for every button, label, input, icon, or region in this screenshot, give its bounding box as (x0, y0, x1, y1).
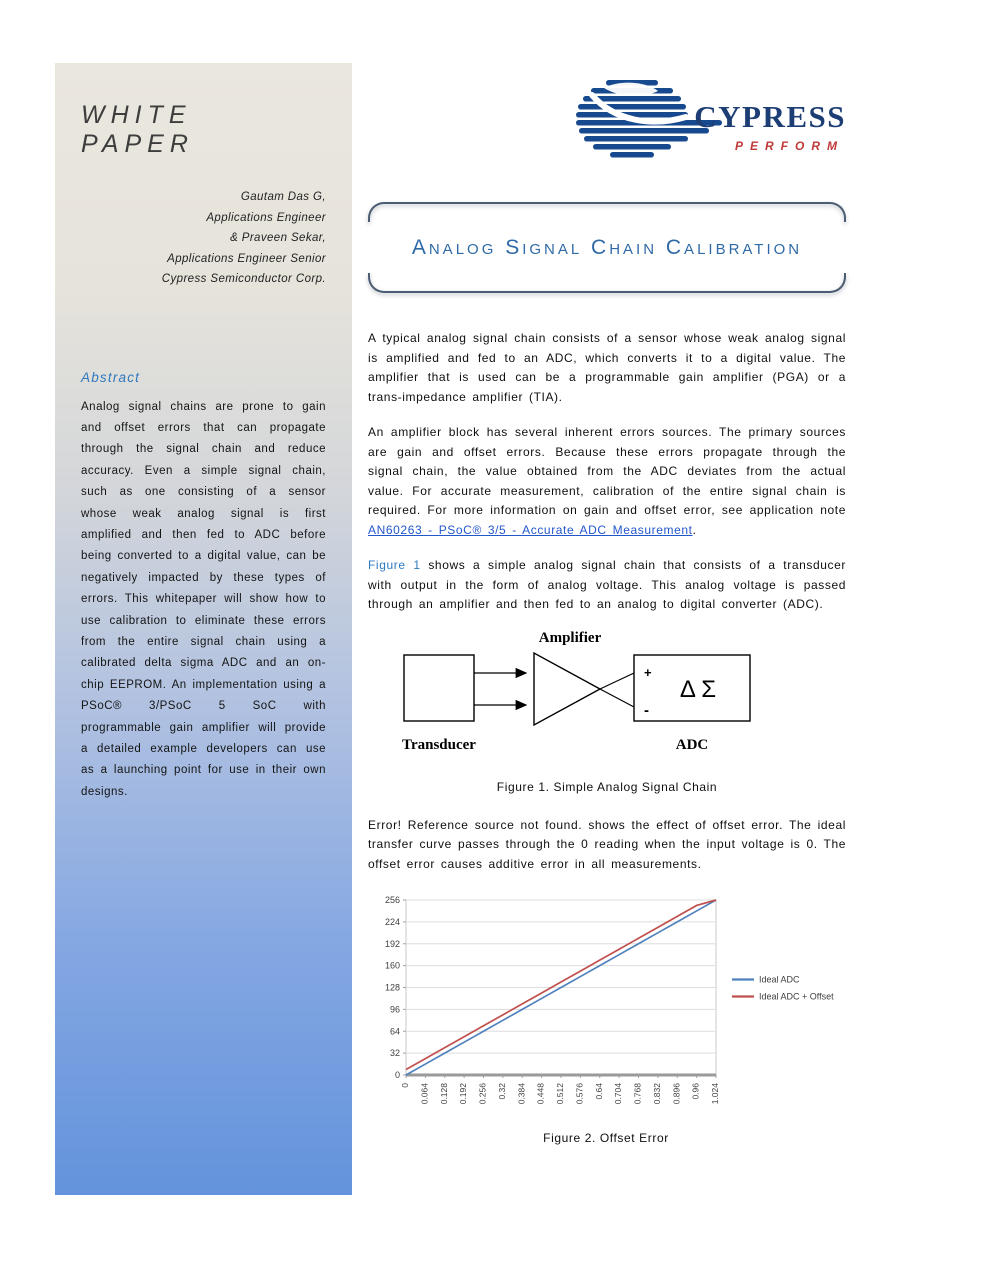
svg-text:Ideal ADC + Offset: Ideal ADC + Offset (759, 991, 834, 1002)
svg-text:96: 96 (389, 1004, 400, 1015)
title-banner (368, 202, 846, 293)
an60263-link[interactable]: AN60263 - PSoC® 3/5 - Accurate ADC Measurement (368, 522, 693, 537)
svg-text:1.024: 1.024 (710, 1083, 720, 1105)
svg-text:128: 128 (384, 982, 400, 993)
svg-text:0.576: 0.576 (574, 1083, 585, 1105)
cypress-wordmark (694, 101, 846, 153)
figure1-paragraph-text: shows a simple analog signal chain that consists of a transducer with output in the form of analog voltage. This analog voltage is passed through an amplifier and then fed to an analog to digital converter (ADC). (368, 558, 846, 611)
svg-text:0: 0 (394, 1070, 400, 1080)
signal-chain-diagram (392, 627, 822, 761)
author-role-2: Applications Engineer Senior (167, 252, 326, 265)
figure1-paragraph (368, 556, 846, 615)
author-company: Cypress Semiconductor Corp. (161, 273, 326, 285)
amplifier-label: Amplifier (538, 629, 602, 646)
amplifier-triangle (534, 653, 600, 725)
abstract-text: Analog signal chains are prone to gain and offset errors that can propagate through the signal chain and reduce accuracy. Even a simple signal chain, such as one consisting of a sensor whose weak analog signal is first amplified and then fed to ADC before being converted to a digital value, can be negatively impacted by these types of errors. This whitepaper will show how to use calibration to eliminate these errors from the entire signal chain using a calibrated delta sigma ADC and an on-chip EEPROM. An implementation using a PSoC® 3/PSoC 5 SoC with programmable gain amplifier will provide a detailed example developers can use as a launching point for use in their own designs. (81, 400, 326, 798)
adc-minus-input: - (644, 701, 649, 719)
svg-text:0.256: 0.256 (477, 1083, 488, 1105)
amp-to-adc-bottom-wire (600, 689, 634, 707)
figure2-caption: Figure 2. Offset Error (543, 1131, 669, 1145)
whitepaper-heading: WHITE PAPER (81, 101, 194, 158)
transducer-label: Transducer (402, 736, 476, 753)
author-name-1: Gautam Das G, (240, 191, 326, 203)
figure1-reference: Figure 1 (368, 558, 421, 572)
cypress-logo-text: CYPRESS (694, 99, 846, 134)
author-name-2: & Praveen Sekar, (230, 232, 326, 244)
amplifier-errors-period: . (692, 522, 697, 537)
svg-text:0.96: 0.96 (690, 1083, 701, 1100)
amp-to-adc-top-wire (600, 673, 634, 689)
svg-text:0.896: 0.896 (671, 1083, 682, 1105)
author-role-1: Applications Engineer (206, 211, 326, 224)
svg-text:224: 224 (384, 916, 400, 927)
svg-text:0.384: 0.384 (516, 1083, 527, 1105)
svg-text:160: 160 (384, 960, 400, 971)
intro-paragraph: A typical analog signal chain consists of a sensor whose weak analog signal is amplified and fed to an ADC, which converts it to a digital value. The amplifier that is used can be a programmable gain amplifier (PGA) or a trans-impedance amplifier (TIA). (368, 331, 846, 404)
svg-text:0.128: 0.128 (438, 1083, 449, 1105)
adc-plus-input: + (644, 664, 652, 680)
svg-text:64: 64 (389, 1026, 400, 1037)
author-block (81, 187, 326, 290)
offset-error-chart (366, 890, 866, 1130)
svg-text:0.832: 0.832 (651, 1083, 662, 1105)
cypress-logo-tagline: PERFORM (735, 139, 844, 153)
figure1-caption: Figure 1. Simple Analog Signal Chain (496, 779, 718, 794)
adc-label: ADC (675, 736, 709, 753)
svg-text:0: 0 (400, 1083, 410, 1088)
svg-text:32: 32 (389, 1048, 400, 1059)
document-title: Analog Signal Chain Calibration (411, 236, 803, 259)
amplifier-errors-paragraph (368, 423, 846, 540)
offset-error-paragraph: Error! Reference source not found. shows the effect of offset error. The ideal transfer curve passes through the 0 reading when the input voltage is 0. The offset error causes additive error in all measurements. (368, 817, 846, 871)
abstract-heading: Abstract (81, 369, 141, 385)
svg-text:0.064: 0.064 (419, 1083, 430, 1105)
svg-text:0.704: 0.704 (613, 1083, 624, 1105)
banner-top-rule (368, 202, 846, 222)
transducer-box (404, 655, 474, 721)
figure2-chart-wrap (366, 890, 846, 1145)
main-content (368, 60, 846, 1145)
sidebar (55, 63, 352, 1195)
svg-text:0.768: 0.768 (632, 1083, 643, 1105)
svg-text:256: 256 (384, 895, 400, 905)
cypress-logo (368, 60, 846, 176)
svg-text:0.192: 0.192 (458, 1083, 469, 1105)
svg-text:0.32: 0.32 (496, 1083, 507, 1100)
svg-text:0.448: 0.448 (535, 1083, 546, 1105)
svg-text:0.512: 0.512 (555, 1083, 565, 1105)
svg-text:0.64: 0.64 (593, 1083, 604, 1100)
delta-sigma-symbol: Δ Σ (679, 675, 717, 703)
banner-bottom-rule (368, 273, 846, 293)
amplifier-errors-text: An amplifier block has several inherent errors sources. The primary sources are gain and offset errors. Because these errors propagate through the signal chain, the value obtained from the ADC deviates from the actual value. For accurate measurement, calibration of the entire signal chain is required. For more information on gain and offset error, see application note (368, 425, 846, 517)
svg-text:Ideal ADC: Ideal ADC (759, 974, 800, 985)
figure1-diagram (368, 627, 846, 794)
svg-text:192: 192 (384, 938, 400, 949)
